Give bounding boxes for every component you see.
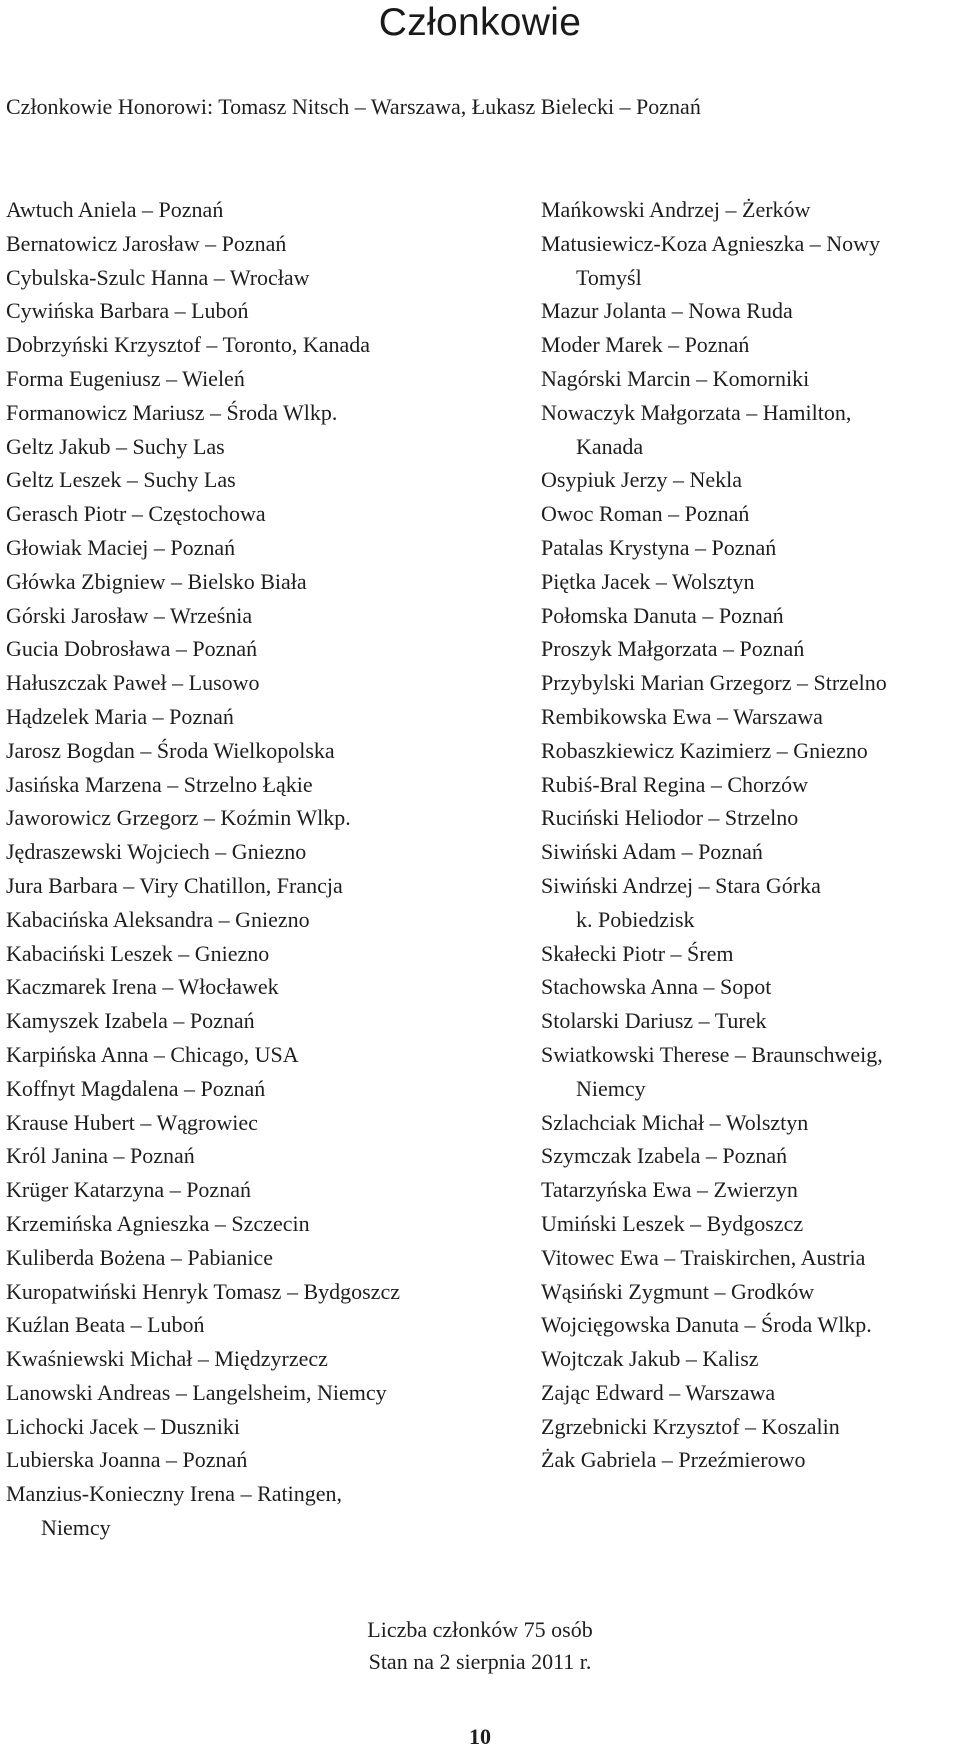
member-entry — [6, 632, 526, 666]
member-name-location: Tatarzyńska Ewa – Zwierzyn — [541, 1177, 798, 1203]
member-name-location: Hałuszczak Paweł – Lusowo — [6, 670, 260, 696]
member-entry — [6, 396, 526, 430]
member-entry — [6, 193, 526, 227]
member-entry — [541, 632, 956, 666]
member-entry — [6, 1072, 526, 1106]
member-name-location: Wojcięgowska Danuta – Środa Wlkp. — [541, 1312, 872, 1338]
member-entry — [6, 1004, 526, 1038]
member-entry — [541, 768, 956, 802]
member-entry — [6, 531, 526, 565]
member-entry — [6, 970, 526, 1004]
page-number: 10 — [469, 1724, 491, 1749]
member-entry — [541, 1106, 956, 1140]
member-entry — [541, 1275, 956, 1309]
member-entry — [541, 734, 956, 768]
member-name-location: Stolarski Dariusz – Turek — [541, 1008, 767, 1034]
member-name-location: Lichocki Jacek – Duszniki — [6, 1413, 240, 1439]
member-entry — [541, 497, 956, 531]
member-name-location: Stachowska Anna – Sopot — [541, 974, 772, 1000]
members-list-right — [541, 193, 956, 1477]
member-entry — [6, 328, 526, 362]
member-entry — [541, 1376, 956, 1410]
member-name-location: Zając Edward – Warszawa — [541, 1379, 776, 1405]
member-entry — [6, 1241, 526, 1275]
member-entry — [6, 1376, 526, 1410]
member-name-location: Jarosz Bogdan – Środa Wielkopolska — [6, 737, 335, 763]
member-name-location: Siwiński Adam – Poznań — [541, 839, 763, 865]
member-entry — [541, 970, 956, 1004]
member-entry — [541, 1241, 956, 1275]
member-name-location: Krause Hubert – Wągrowiec — [6, 1109, 258, 1135]
member-entry — [541, 869, 956, 937]
member-name-location: Krüger Katarzyna – Poznań — [6, 1177, 251, 1203]
member-entry — [6, 1173, 526, 1207]
member-name-location: Patalas Krystyna – Poznań — [541, 534, 777, 560]
member-name-location: Rembikowska Ewa – Warszawa — [541, 703, 823, 729]
member-name-location: Kuliberda Bożena – Pabianice — [6, 1244, 273, 1270]
member-name-location: Jaworowicz Grzegorz – Koźmin Wlkp. — [6, 805, 351, 831]
honorary-members: Członkowie Honorowi: Tomasz Nitsch – Warszawa, Łukasz Bielecki – Poznań — [6, 94, 701, 119]
member-entry — [541, 362, 956, 396]
members-list-left — [6, 193, 526, 1545]
member-entry — [541, 328, 956, 362]
member-entry — [541, 599, 956, 633]
member-name-location: Karpińska Anna – Chicago, USA — [6, 1041, 299, 1067]
member-name-location: Kamyszek Izabela – Poznań — [6, 1008, 255, 1034]
member-entry — [541, 1173, 956, 1207]
member-entry — [541, 835, 956, 869]
member-name-location: Siwiński Andrzej – Stara Górka — [541, 872, 821, 898]
member-entry — [6, 1308, 526, 1342]
member-location-continued: Niemcy — [576, 1075, 646, 1101]
member-entry — [541, 463, 956, 497]
member-name-location: Skałecki Piotr – Śrem — [541, 940, 734, 966]
member-name-location: Nagórski Marcin – Komorniki — [541, 365, 810, 391]
member-name-location: Przybylski Marian Grzegorz – Strzelno — [541, 670, 887, 696]
member-entry — [541, 1308, 956, 1342]
member-entry — [6, 869, 526, 903]
member-name-location: Kabaciński Leszek – Gniezno — [6, 940, 270, 966]
member-entry — [6, 1342, 526, 1376]
member-entry — [6, 1139, 526, 1173]
member-entry — [541, 1410, 956, 1444]
member-location-continued: Tomyśl — [576, 264, 642, 290]
member-name-location: Dobrzyński Krzysztof – Toronto, Kanada — [6, 332, 371, 358]
member-name-location: Ruciński Heliodor – Strzelno — [541, 805, 799, 831]
member-name-location: Nowaczyk Małgorzata – Hamilton, — [541, 399, 852, 425]
member-name-location: Lubierska Joanna – Poznań — [6, 1447, 248, 1473]
member-entry — [6, 1410, 526, 1444]
member-name-location: Wąsiński Zygmunt – Grodków — [541, 1278, 815, 1304]
member-name-location: Żak Gabriela – Przeźmierowo — [541, 1447, 806, 1473]
member-name-location: Swiatkowski Therese – Braunschweig, — [541, 1041, 883, 1067]
member-entry — [541, 801, 956, 835]
member-name-location: Forma Eugeniusz – Wieleń — [6, 365, 245, 391]
member-name-location: Owoc Roman – Poznań — [541, 501, 750, 527]
member-name-location: Kwaśniewski Michał – Międzyrzecz — [6, 1346, 328, 1372]
member-name-location: Vitowec Ewa – Traiskirchen, Austria — [541, 1244, 866, 1270]
member-entry — [541, 666, 956, 700]
member-name-location: Szlachciak Michał – Wolsztyn — [541, 1109, 809, 1135]
member-name-location: Koffnyt Magdalena – Poznań — [6, 1075, 266, 1101]
member-entry — [6, 1477, 526, 1545]
member-name-location: Jasińska Marzena – Strzelno Łąkie — [6, 771, 313, 797]
member-name-location: Kaczmarek Irena – Włocławek — [6, 974, 279, 1000]
member-entry — [541, 700, 956, 734]
member-location-continued: k. Pobiedzisk — [576, 906, 695, 932]
member-name-location: Gucia Dobrosława – Poznań — [6, 636, 258, 662]
member-name-location: Mańkowski Andrzej – Żerków — [541, 197, 811, 222]
member-entry — [541, 294, 956, 328]
member-entry — [541, 1207, 956, 1241]
member-name-location: Formanowicz Mariusz – Środa Wlkp. — [6, 399, 338, 425]
member-name-location: Bernatowicz Jarosław – Poznań — [6, 230, 287, 256]
member-name-location: Hądzelek Maria – Poznań — [6, 703, 234, 729]
member-name-location: Osypiuk Jerzy – Nekla — [541, 467, 743, 493]
member-name-location: Jura Barbara – Viry Chatillon, Francja — [6, 872, 343, 898]
member-entry — [6, 1038, 526, 1072]
member-entry — [6, 835, 526, 869]
member-name-location: Cybulska-Szulc Hanna – Wrocław — [6, 264, 310, 290]
member-name-location: Król Janina – Poznań — [6, 1143, 195, 1169]
member-entry — [541, 1038, 956, 1106]
member-entry — [541, 193, 956, 227]
member-name-location: Matusiewicz-Koza Agnieszka – Nowy — [541, 230, 881, 256]
member-entry — [541, 565, 956, 599]
member-entry — [541, 227, 956, 295]
member-name-location: Połomska Danuta – Poznań — [541, 602, 784, 628]
member-entry — [541, 1342, 956, 1376]
member-name-location: Zgrzebnicki Krzysztof – Koszalin — [541, 1413, 840, 1439]
member-entry — [6, 937, 526, 971]
member-name-location: Manzius-Konieczny Irena – Ratingen, — [6, 1481, 342, 1507]
member-location-continued: Niemcy — [41, 1515, 111, 1541]
member-entry — [6, 903, 526, 937]
member-entry — [6, 666, 526, 700]
member-entry — [541, 1443, 956, 1477]
member-entry — [541, 937, 956, 971]
member-name-location: Proszyk Małgorzata – Poznań — [541, 636, 805, 662]
status-date: Stan na 2 sierpnia 2011 r. — [368, 1649, 592, 1674]
member-entry — [6, 430, 526, 464]
member-entry — [6, 362, 526, 396]
member-entry — [6, 599, 526, 633]
member-name-location: Głowiak Maciej – Poznań — [6, 534, 236, 560]
member-name-location: Górski Jarosław – Września — [6, 602, 253, 628]
member-entry — [6, 734, 526, 768]
member-name-location: Jędraszewski Wojciech – Gniezno — [6, 839, 307, 865]
member-entry — [6, 565, 526, 599]
member-entry — [6, 1207, 526, 1241]
member-entry — [6, 1275, 526, 1309]
member-entry — [6, 294, 526, 328]
member-name-location: Kuźlan Beata – Luboń — [6, 1312, 205, 1338]
member-entry — [541, 1004, 956, 1038]
member-name-location: Kabacińska Aleksandra – Gniezno — [6, 906, 310, 932]
member-count: Liczba członków 75 osób — [367, 1617, 593, 1642]
member-name-location: Cywińska Barbara – Luboń — [6, 298, 249, 324]
member-entry — [541, 531, 956, 565]
member-name-location: Krzemińska Agnieszka – Szczecin — [6, 1210, 310, 1236]
member-entry — [6, 700, 526, 734]
member-entry — [6, 463, 526, 497]
member-name-location: Geltz Jakub – Suchy Las — [6, 433, 225, 459]
member-name-location: Gerasch Piotr – Częstochowa — [6, 501, 266, 527]
page-title: Członkowie — [378, 1, 582, 44]
member-name-location: Główka Zbigniew – Bielsko Biała — [6, 568, 307, 594]
member-name-location: Wojtczak Jakub – Kalisz — [541, 1346, 759, 1372]
member-name-location: Rubiś-Bral Regina – Chorzów — [541, 771, 809, 797]
member-name-location: Awtuch Aniela – Poznań — [6, 197, 224, 222]
member-entry — [6, 768, 526, 802]
member-entry — [6, 1443, 526, 1477]
member-name-location: Geltz Leszek – Suchy Las — [6, 467, 236, 493]
member-entry — [541, 1139, 956, 1173]
summary — [0, 1614, 960, 1678]
member-name-location: Moder Marek – Poznań — [541, 332, 750, 358]
member-entry — [6, 801, 526, 835]
member-name-location: Szymczak Izabela – Poznań — [541, 1143, 788, 1169]
member-entry — [6, 497, 526, 531]
member-entry — [541, 396, 956, 464]
member-name-location: Robaszkiewicz Kazimierz – Gniezno — [541, 737, 868, 763]
member-name-location: Mazur Jolanta – Nowa Ruda — [541, 298, 793, 324]
member-name-location: Kuropatwiński Henryk Tomasz – Bydgoszcz — [6, 1278, 400, 1304]
member-entry — [6, 227, 526, 261]
member-entry — [6, 261, 526, 295]
member-entry — [6, 1106, 526, 1140]
member-location-continued: Kanada — [576, 433, 644, 459]
member-name-location: Umiński Leszek – Bydgoszcz — [541, 1210, 804, 1236]
member-name-location: Lanowski Andreas – Langelsheim, Niemcy — [6, 1379, 387, 1405]
member-name-location: Piętka Jacek – Wolsztyn — [541, 568, 755, 594]
